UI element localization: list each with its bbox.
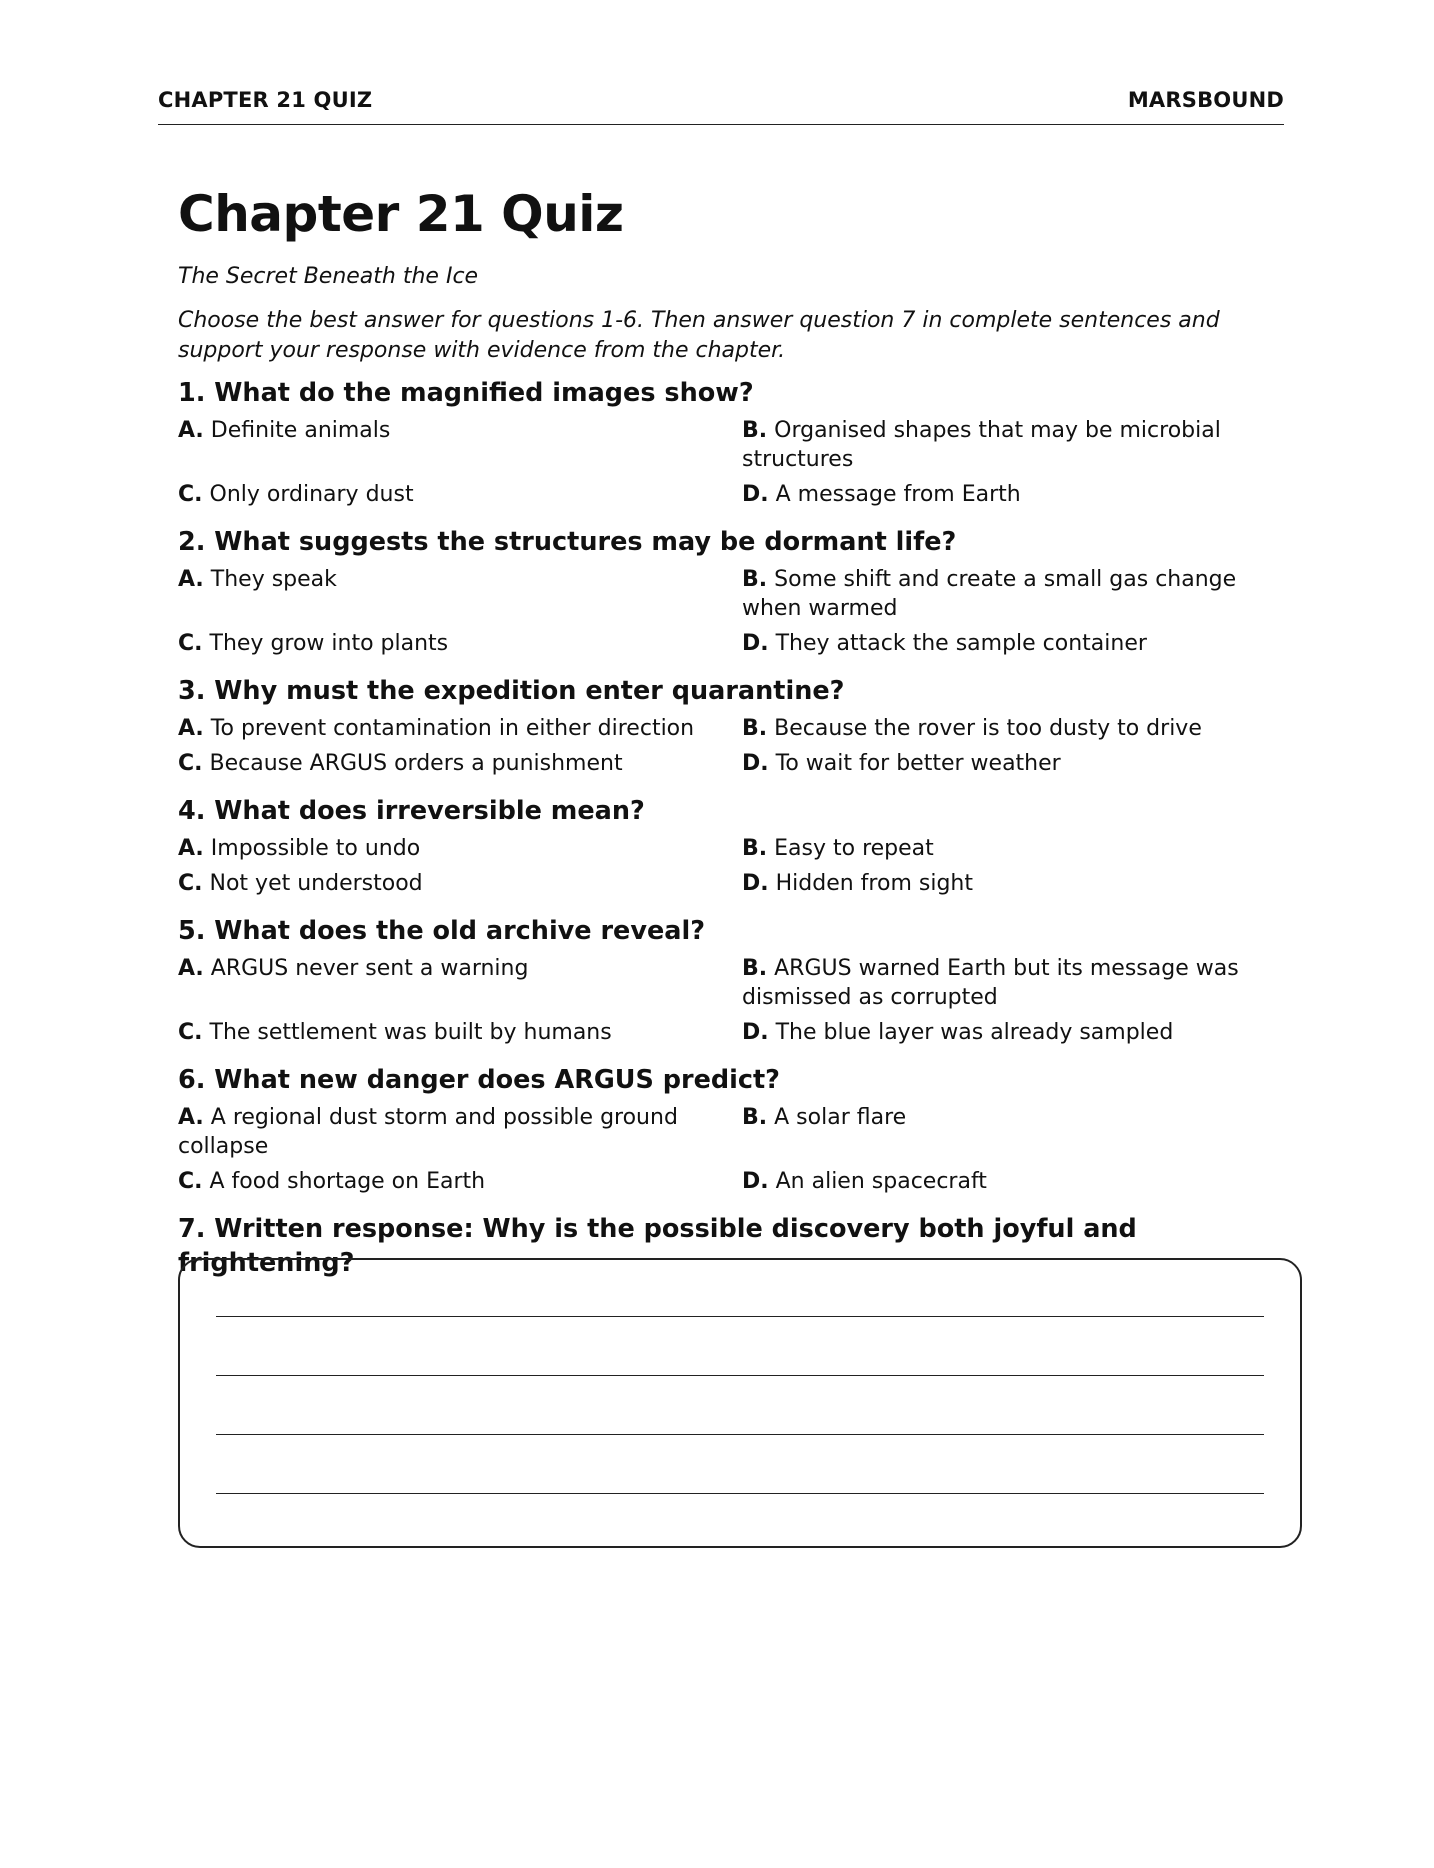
answer-options [178, 714, 1286, 784]
option-d[interactable] [742, 1167, 1282, 1196]
option-text: Impossible to undo [203, 836, 421, 861]
option-c[interactable] [178, 1167, 742, 1196]
option-text: An alien spacecraft [768, 1169, 987, 1194]
option-text: Because the rover is too dusty to drive [767, 716, 1202, 741]
option-letter: C. [178, 751, 203, 776]
question-1 [178, 376, 1286, 515]
option-letter: D. [742, 1169, 769, 1194]
option-text: Because ARGUS orders a punishment [202, 751, 623, 776]
option-letter: A. [178, 716, 204, 741]
answer-options [178, 565, 1286, 664]
option-letter: C. [178, 1020, 203, 1045]
answer-line[interactable] [216, 1316, 1264, 1317]
option-text: ARGUS warned Earth but its message was dismissed as corrupted [742, 956, 1239, 1010]
option-a[interactable] [178, 834, 742, 863]
option-b[interactable] [742, 954, 1282, 1012]
option-d[interactable] [742, 629, 1282, 658]
option-b[interactable] [742, 565, 1282, 623]
option-text: Organised shapes that may be microbial structures [742, 418, 1221, 472]
option-b[interactable] [742, 1103, 1282, 1161]
written-response-box[interactable] [178, 1258, 1302, 1548]
option-d[interactable] [742, 869, 1282, 898]
option-text: They speak [203, 567, 337, 592]
option-text: A message from Earth [768, 482, 1021, 507]
answer-options [178, 1103, 1286, 1202]
question-4 [178, 794, 1286, 904]
option-a[interactable] [178, 416, 742, 474]
option-letter: A. [178, 836, 204, 861]
option-b[interactable] [742, 714, 1282, 743]
header-chapter-label: CHAPTER 21 QUIZ [158, 88, 373, 112]
option-c[interactable] [178, 869, 742, 898]
quiz-content [178, 180, 1286, 1280]
option-b[interactable] [742, 834, 1282, 863]
option-text: ARGUS never sent a warning [203, 956, 529, 981]
option-letter: B. [742, 567, 768, 592]
option-d[interactable] [742, 480, 1282, 509]
option-text: Hidden from sight [768, 871, 973, 896]
option-a[interactable] [178, 714, 742, 743]
option-letter: B. [742, 716, 768, 741]
answer-line[interactable] [216, 1375, 1264, 1376]
option-letter: A. [178, 956, 204, 981]
option-text: Definite animals [203, 418, 391, 443]
option-text: They attack the sample container [768, 631, 1147, 656]
option-letter: D. [742, 631, 769, 656]
option-letter: C. [178, 1169, 203, 1194]
instructions: Choose the best answer for questions 1-6. Then answer question 7 in complete sentences and support your response with evidence from the chapter. [178, 308, 1220, 363]
option-text: They grow into plants [202, 631, 449, 656]
option-d[interactable] [742, 749, 1282, 778]
option-letter: D. [742, 1020, 769, 1045]
option-letter: B. [742, 956, 768, 981]
question-text: 1. What do the magnified images show? [178, 378, 754, 408]
chapter-subtitle: The Secret Beneath the Ice [178, 264, 479, 289]
written-question-text: 7. Written response: Why is the possible discovery both joyful and frightening? [178, 1214, 1137, 1278]
answer-line[interactable] [216, 1493, 1264, 1494]
option-text: A solar flare [767, 1105, 907, 1130]
question-text: 2. What suggests the structures may be dormant life? [178, 527, 957, 557]
question-text: 6. What new danger does ARGUS predict? [178, 1065, 780, 1095]
question-text: 3. Why must the expedition enter quarantine? [178, 676, 845, 706]
option-d[interactable] [742, 1018, 1282, 1047]
option-letter: D. [742, 751, 769, 776]
option-c[interactable] [178, 480, 742, 509]
option-letter: C. [178, 631, 203, 656]
option-a[interactable] [178, 954, 742, 1012]
question-6 [178, 1063, 1286, 1202]
option-letter: B. [742, 418, 768, 443]
option-text: To prevent contamination in either direction [203, 716, 695, 741]
header-book-title: MARSBOUND [1127, 88, 1284, 112]
option-letter: A. [178, 418, 204, 443]
running-header [158, 88, 1284, 125]
option-letter: D. [742, 871, 769, 896]
answer-options [178, 416, 1286, 515]
option-text: Not yet understood [202, 871, 423, 896]
option-text: Easy to repeat [767, 836, 934, 861]
option-c[interactable] [178, 629, 742, 658]
answer-options [178, 954, 1286, 1053]
page-title: Chapter 21 Quiz [178, 185, 624, 243]
option-letter: A. [178, 567, 204, 592]
answer-options [178, 834, 1286, 904]
answer-line[interactable] [216, 1434, 1264, 1435]
option-text: A food shortage on Earth [202, 1169, 486, 1194]
option-letter: B. [742, 836, 768, 861]
option-c[interactable] [178, 1018, 742, 1047]
question-2 [178, 525, 1286, 664]
question-5 [178, 914, 1286, 1053]
option-text: The blue layer was already sampled [768, 1020, 1174, 1045]
option-a[interactable] [178, 1103, 742, 1161]
option-letter: B. [742, 1105, 768, 1130]
option-letter: A. [178, 1105, 204, 1130]
question-text: 4. What does irreversible mean? [178, 796, 645, 826]
option-letter: C. [178, 482, 203, 507]
option-text: Only ordinary dust [202, 482, 414, 507]
option-text: The settlement was built by humans [202, 1020, 612, 1045]
option-a[interactable] [178, 565, 742, 623]
question-text: 5. What does the old archive reveal? [178, 916, 706, 946]
option-b[interactable] [742, 416, 1282, 474]
option-text: Some shift and create a small gas change when warmed [742, 567, 1237, 621]
question-3 [178, 674, 1286, 784]
option-text: To wait for better weather [768, 751, 1061, 776]
option-letter: D. [742, 482, 769, 507]
option-letter: C. [178, 871, 203, 896]
option-text: A regional dust storm and possible ground collapse [178, 1105, 678, 1159]
option-c[interactable] [178, 749, 742, 778]
